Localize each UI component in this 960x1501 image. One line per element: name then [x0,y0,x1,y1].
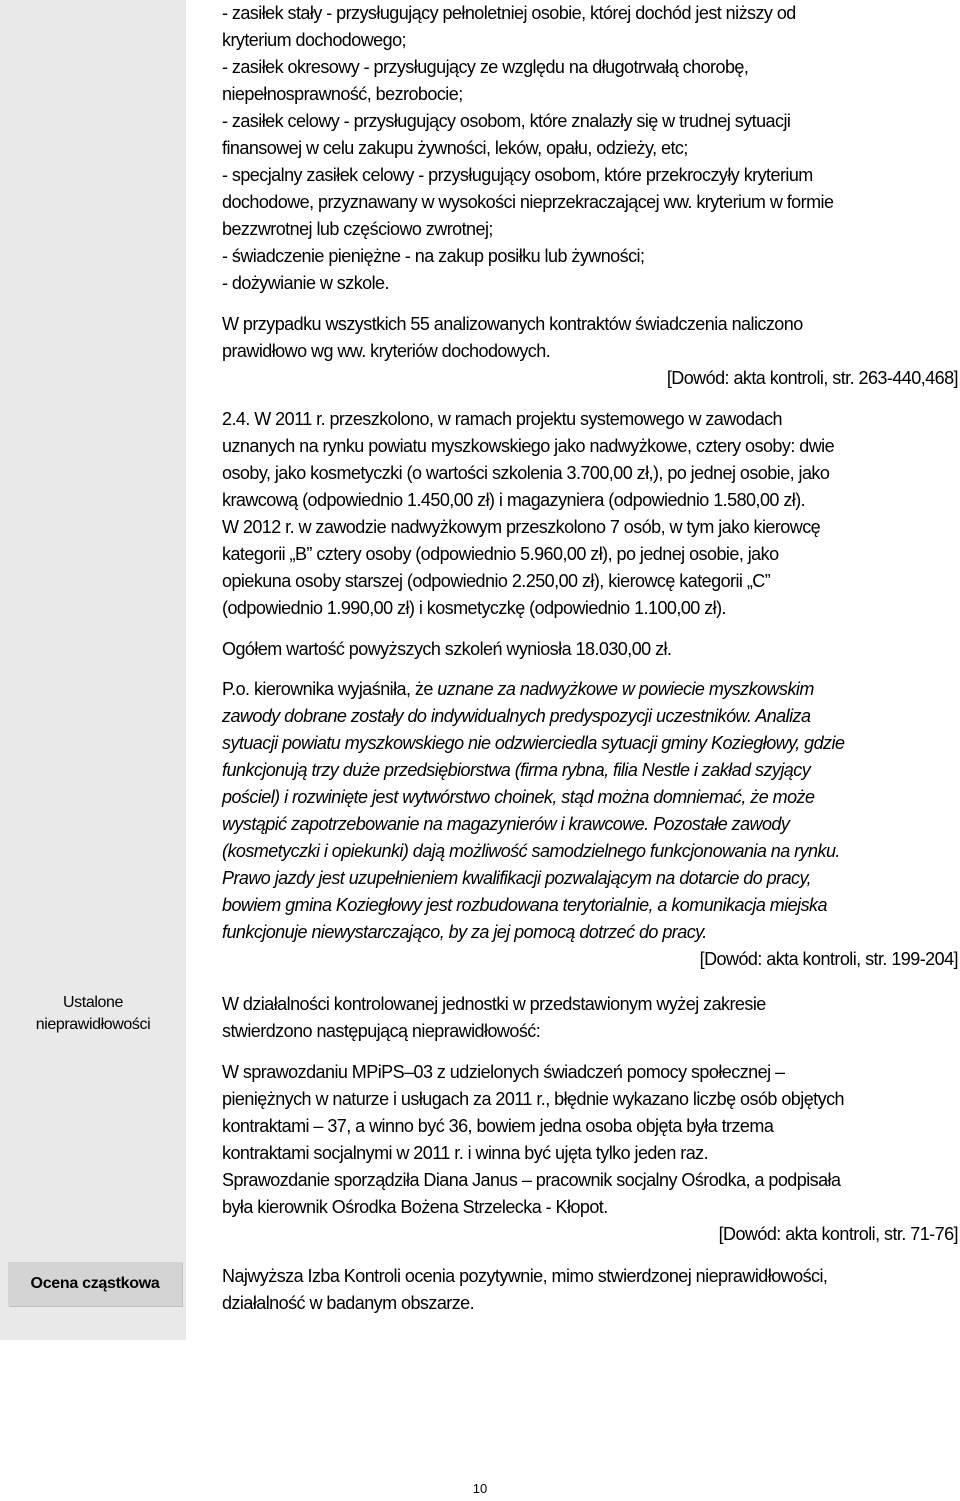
paragraph-explanation [222,676,958,973]
text-line: krawcową (odpowiednio 1.450,00 zł) i magazyniera (odpowiednio 1.580,00 zł). [222,490,806,510]
text-line: - zasiłek celowy - przysługujący osobom, które znalazły się w trudnej sytuacji [222,111,791,131]
text-line: była kierownik Ośrodka Bożena Strzelecka - Kłopot. [222,1197,608,1217]
text-line: zawody dobrane zostały do indywidualnych predyspozycji uczestników. Analiza [222,706,811,726]
text-line: W przypadku wszystkich 55 analizowanych kontraktów świadczenia naliczono [222,314,803,334]
paragraph-finding-intro [222,991,958,1045]
text-line: pieniężnych w naturze i usługach za 2011 r., błędnie wykazano liczbę osób objętych [222,1089,844,1109]
text-line: funkcjonują trzy duże przedsiębiorstwa (firma rybna, filia Nestle i zakład szyjący [222,760,811,780]
text-run: P.o. kierownika wyjaśniła, że [222,679,438,699]
text-line: osoby, jako kosmetyczki (o wartości szkolenia 3.700,00 zł,), po jednej osobie, jako [222,463,830,483]
text-line: niepełnosprawność, bezrobocie; [222,84,463,104]
text-line: W 2012 r. w zawodzie nadwyżkowym przeszkolono 7 osób, w tym jako kierowcę [222,517,821,537]
section-label-irregularities [0,992,186,1036]
paragraph-total [222,636,958,663]
text-line: 2.4. W 2011 r. przeszkolono, w ramach projektu systemowego w zawodach [222,409,782,429]
text-line: finansowej w celu zakupu żywności, leków, opału, odzieży, etc; [222,138,688,158]
text-line: Najwyższa Izba Kontroli ocenia pozytywnie, mimo stwierdzonej nieprawidłowości, [222,1266,828,1286]
text-line: działalność w badanym obszarze. [222,1293,475,1313]
text-line: dochodowe, przyznawany w wysokości nieprzekraczającej ww. kryterium w formie [222,192,834,212]
text-line: kategorii „B” cztery osoby (odpowiednio 5.960,00 zł), po jednej osobie, jako [222,544,779,564]
text-line: bezzwrotnej lub częściowo zwrotnej; [222,219,493,239]
text-line: - zasiłek stały - przysługujący pełnoletniej osobie, której dochód jest niższy od [222,3,796,23]
paragraph-finding-detail [222,1059,958,1248]
text-line: W sprawozdaniu MPiPS–03 z udzielonych świadczeń pomocy społecznej – [222,1062,785,1082]
evidence-reference: [Dowód: akta kontroli, str. 263-440,468] [666,368,958,388]
text-line: Sprawozdanie sporządziła Diana Janus – pracownik socjalny Ośrodka, a podpisała [222,1170,841,1190]
text-line: - dożywianie w szkole. [222,273,389,293]
text-line: Prawo jazdy jest uzupełnieniem kwalifikacji pozwalającym na dotarcie do pracy, [222,868,812,888]
evidence-reference: [Dowód: akta kontroli, str. 71-76] [718,1224,958,1244]
text-line: (odpowiednio 1.990,00 zł) i kosmetyczkę (odpowiednio 1.100,00 zł). [222,598,727,618]
paragraph-contracts [222,311,958,392]
partial-assessment-box [8,1262,182,1306]
page-number: 10 [472,1481,488,1496]
text-line: kontraktami – 37, a winno być 36, bowiem jedna osoba objęta była trzema [222,1116,774,1136]
sidebar-column [0,0,186,1340]
text-line: uznanych na rynku powiatu myszkowskiego jako nadwyżkowe, cztery osoby: dwie [222,436,835,456]
section-label-line-1: Ustalone [63,994,123,1011]
paragraph-training [222,406,958,622]
text-line: bowiem gmina Koziegłowy jest rozbudowana terytorialnie, a komunikacja miejska [222,895,827,915]
text-line [222,676,958,703]
text-line: - specjalny zasiłek celowy - przysługujący osobom, które przekroczyły kryterium [222,165,813,185]
evidence-reference: [Dowód: akta kontroli, str. 199-204] [699,949,958,969]
partial-assessment-label: Ocena cząstkowa [30,1275,160,1292]
text-line: pościel) i rozwinięte jest wytwórstwo choinek, stąd można domniemać, że może [222,787,815,807]
text-line: wystąpić zapotrzebowanie na magazynierów i krawcowe. Pozostałe zawody [222,814,790,834]
text-line: prawidłowo wg ww. kryteriów dochodowych. [222,341,551,361]
text-line: stwierdzono następującą nieprawidłowość: [222,1021,541,1041]
text-line: sytuacji powiatu myszkowskiego nie odzwierciedla sytuacji gminy Koziegłowy, gdzie [222,733,845,753]
text-line: kryterium dochodowego; [222,30,407,50]
text-line: opiekuna osoby starszej (odpowiednio 2.250,00 zł), kierowcę kategorii „C” [222,571,771,591]
italic-run: uznane za nadwyżkowe w powiecie myszkowskim [437,679,814,699]
text-line: kontraktami socjalnymi w 2011 r. i winna być ujęta tylko jeden raz. [222,1143,709,1163]
text-line: (kosmetyczki i opiekunki) dają możliwość samodzielnego funkcjonowania na rynku. [222,841,840,861]
text-line: Ogółem wartość powyższych szkoleń wyniosła 18.030,00 zł. [222,639,672,659]
section-label-line-2: nieprawidłowości [35,1016,151,1033]
text-line: funkcjonuje niewystarczająco, by za jej pomocą dotrzeć do pracy. [222,922,707,942]
text-line: W działalności kontrolowanej jednostki w przedstawionym wyżej zakresie [222,994,766,1014]
benefits-list [222,0,958,297]
paragraph-assessment [222,1263,958,1317]
text-line: - świadczenie pieniężne - na zakup posiłku lub żywności; [222,246,645,266]
text-line: - zasiłek okresowy - przysługujący ze względu na długotrwałą chorobę, [222,57,749,77]
